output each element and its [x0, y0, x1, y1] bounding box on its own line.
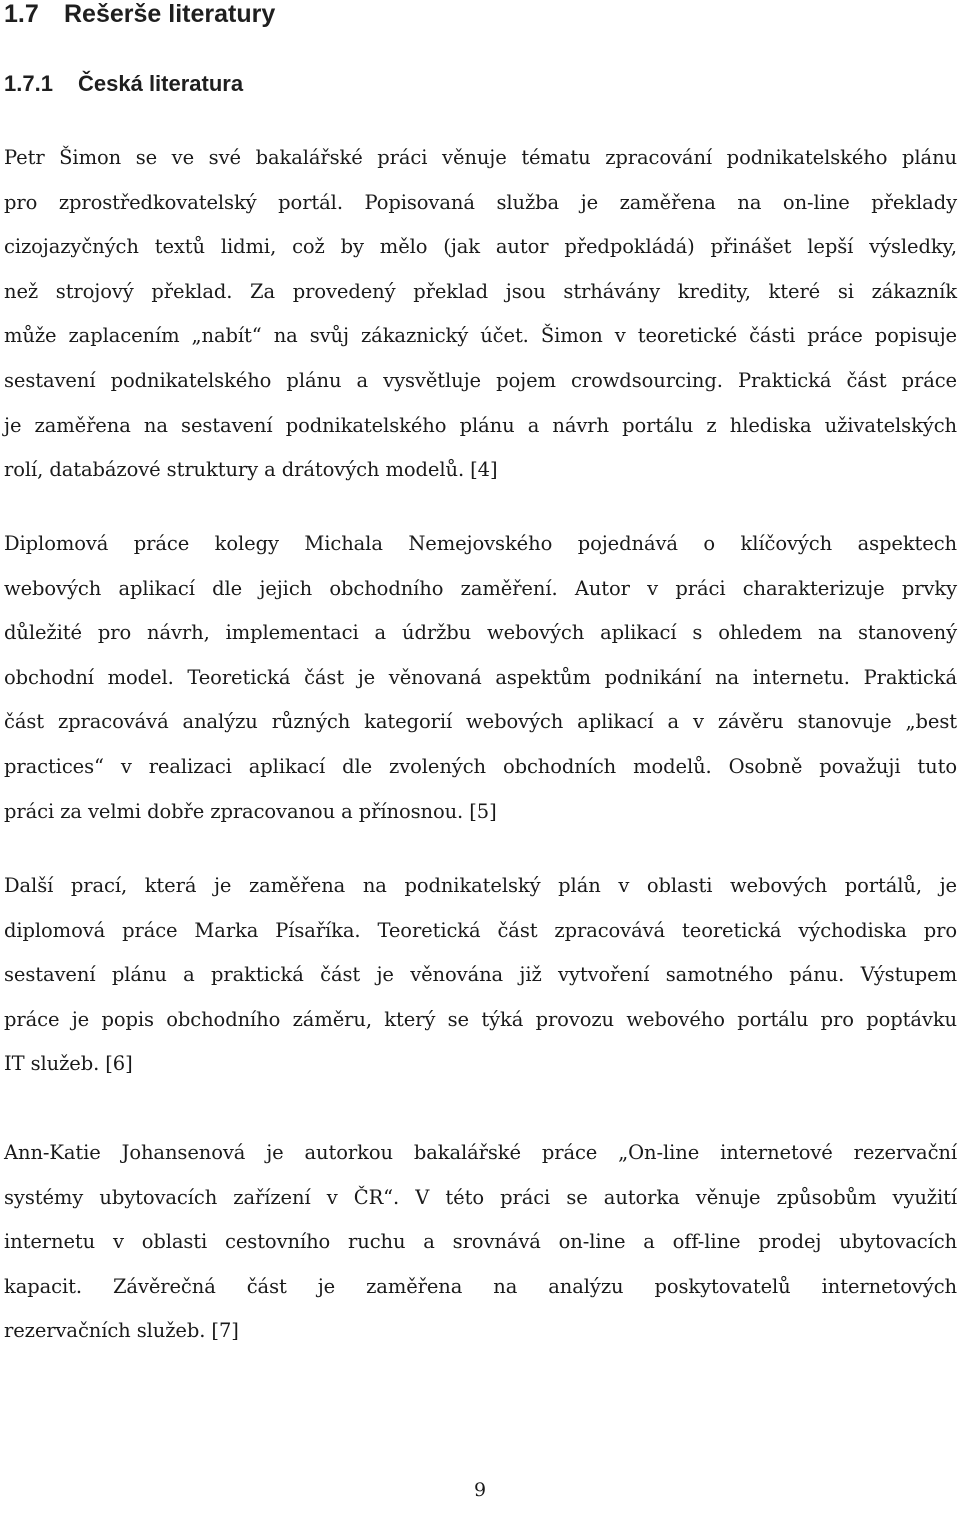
- paragraph-line: než strojový překlad. Za provedený překlad jsou strhávány kredity, které si zákazník: [4, 279, 957, 303]
- paragraph-line: diplomová práce Marka Písaříka. Teoretická část zpracovává teoretická východiska pro: [4, 918, 957, 942]
- paragraph-line: může zaplacením „nabít“ na svůj zákaznický účet. Šimon v teoretické části práce popisuje: [4, 324, 957, 348]
- paragraph-line: cizojazyčných textů lidmi, což by mělo (jak autor předpokládá) přinášet lepší výsledky,: [4, 235, 957, 259]
- paragraph-line: internetu v oblasti cestovního ruchu a srovnává on-line a off-line prodej ubytovacích: [4, 1230, 957, 1254]
- paragraph-line: důležité pro návrh, implementaci a údržbu webových aplikací s ohledem na stanovený: [4, 621, 957, 645]
- paragraph-line: část zpracovává analýzu různých kategorií webových aplikací a v závěru stanovuje „best: [4, 710, 957, 734]
- subsection-number: 1.7.1: [4, 71, 53, 96]
- subsection-heading: [4, 70, 243, 98]
- paragraph-line: Petr Šimon se ve své bakalářské práci věnuje tématu zpracování podnikatelského plánu: [4, 146, 957, 169]
- paragraph-pisarik: [4, 864, 957, 1087]
- paragraph-line: Ann-Katie Johansenová je autorkou bakalářské práce „On-line internetové rezervační: [4, 1141, 957, 1164]
- paragraph-line: práci za velmi dobře zpracovanou a přínosnou. [5]: [4, 799, 497, 823]
- paragraph-line: obchodní model. Teoretická část je věnovaná aspektům podnikání na internetu. Praktická: [4, 665, 957, 689]
- paragraph-line: IT služeb. [6]: [4, 1052, 133, 1076]
- paragraph-line: systémy ubytovacích zařízení v ČR“. V této práci se autorka věnuje způsobům využití: [4, 1185, 957, 1209]
- paragraph-line: pro zprostředkovatelský portál. Popisovaná služba je zaměřena na on-line překlady: [4, 190, 957, 214]
- paragraph-nemejovsky: [4, 522, 957, 834]
- subsection-title: Česká literatura: [78, 71, 244, 96]
- paragraph-johansenova: [4, 1131, 957, 1354]
- paragraph-line: kapacit. Závěrečná část je zaměřena na analýzu poskytovatelů internetových: [4, 1274, 957, 1298]
- paragraph-line: rezervačních služeb. [7]: [4, 1319, 239, 1343]
- paragraph-line: sestavení plánu a praktická část je věnována již vytvoření samotného pánu. Výstupem: [4, 963, 957, 987]
- page-number: 9: [473, 1479, 487, 1501]
- paragraph-simon: [4, 136, 957, 493]
- paragraph-line: rolí, databázové struktury a drátových modelů. [4]: [4, 458, 498, 482]
- paragraph-line: webových aplikací dle jejich obchodního zaměření. Autor v práci charakterizuje prvky: [4, 576, 957, 600]
- section-title: Rešerše literatury: [64, 0, 276, 28]
- paragraph-line: je zaměřena na sestavení podnikatelského plánu a návrh portálu z hlediska uživatelských: [4, 413, 957, 437]
- section-number: 1.7: [4, 0, 39, 28]
- section-heading: [4, 0, 275, 29]
- paragraph-line: Další prací, která je zaměřena na podnikatelský plán v oblasti webových portálů, je: [4, 874, 957, 897]
- paragraph-line: sestavení podnikatelského plánu a vysvětluje pojem crowdsourcing. Praktická část práce: [4, 368, 957, 392]
- paragraph-line: Diplomová práce kolegy Michala Nemejovského pojednává o klíčových aspektech: [4, 532, 957, 555]
- paragraph-line: práce je popis obchodního záměru, který se týká provozu webového portálu pro poptávku: [4, 1007, 957, 1031]
- paragraph-line: practices“ v realizaci aplikací dle zvolených obchodních modelů. Osobně považuji tuto: [4, 754, 957, 778]
